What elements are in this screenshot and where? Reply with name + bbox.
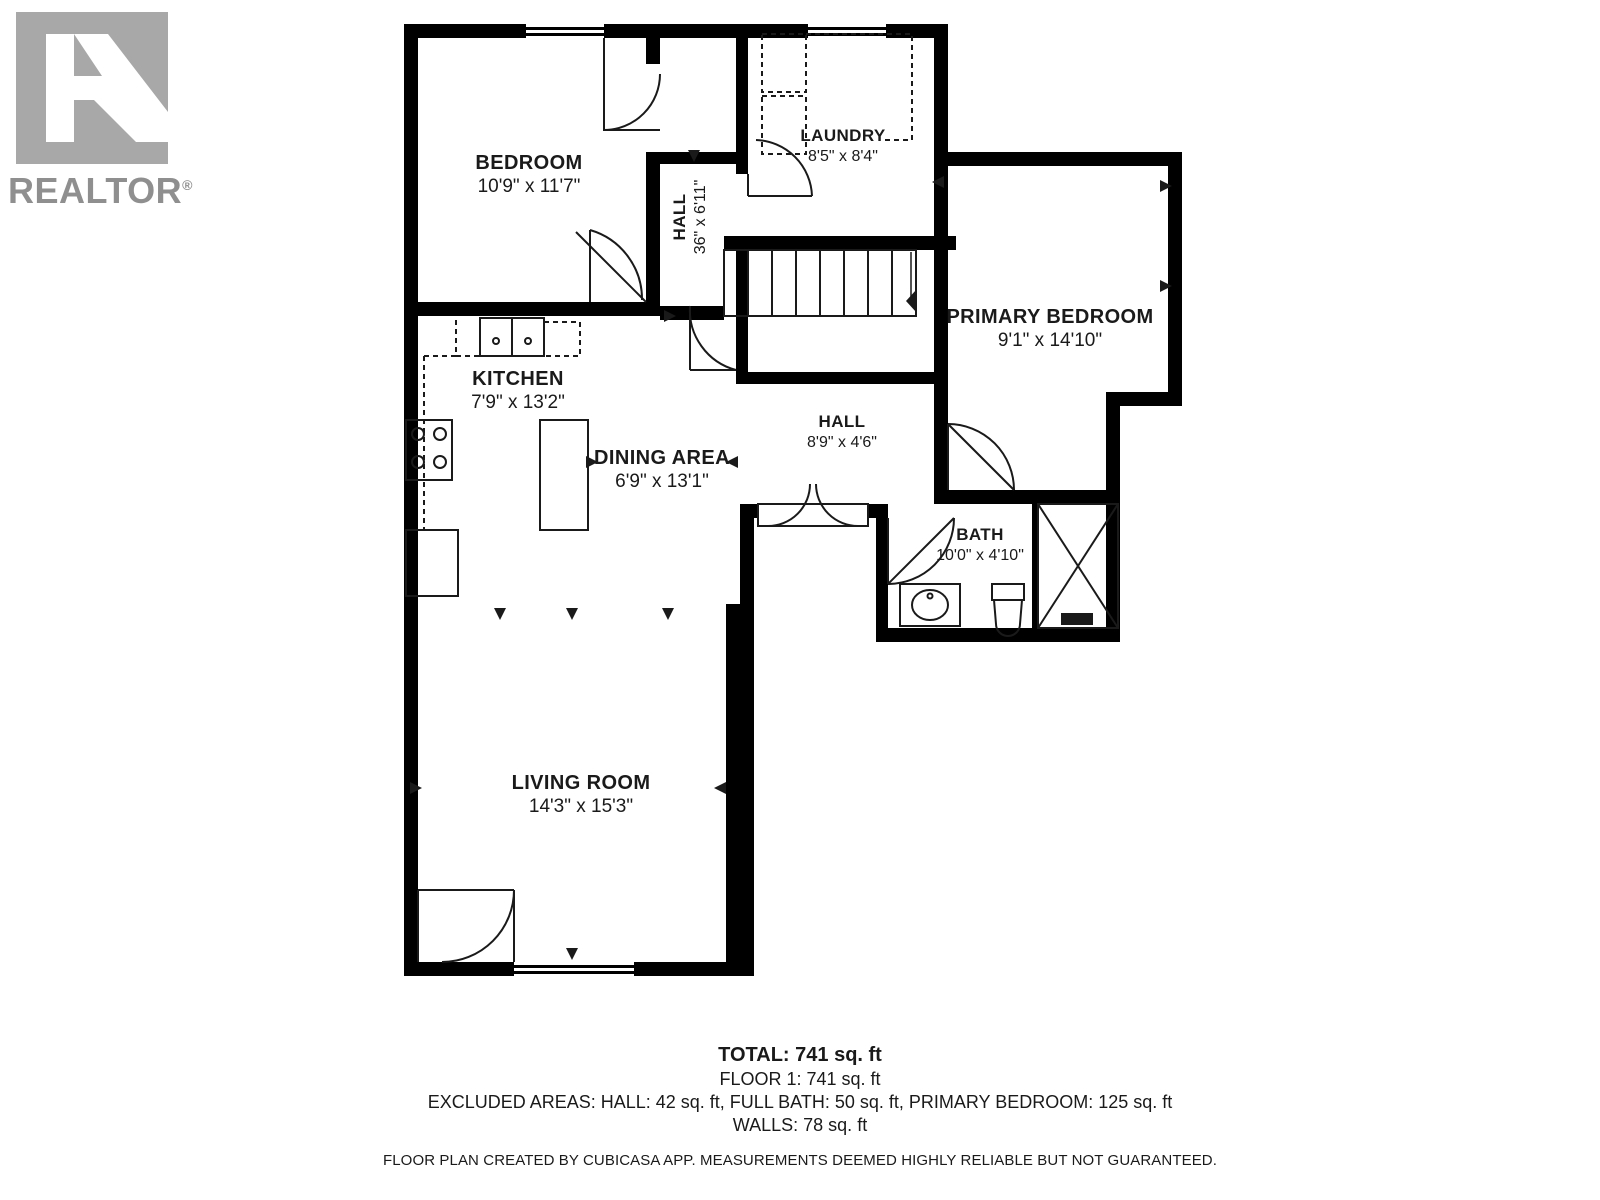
room-name: LAUNDRY: [800, 125, 886, 145]
room-dimensions: 10'0" x 4'10": [936, 546, 1024, 564]
realtor-mark-block: [16, 12, 168, 164]
room-dimensions: 10'9" x 11'7": [477, 176, 581, 198]
room-label-dining-area: [594, 446, 730, 494]
room-dimensions: 7'9" x 13'2": [471, 392, 565, 414]
room-name: DINING AREA: [594, 447, 730, 470]
area-summary: [0, 1044, 1600, 1169]
room-label-living-room: [512, 771, 651, 819]
room-name: LIVING ROOM: [511, 772, 651, 795]
total-area: TOTAL: 741 sq. ft: [718, 1044, 882, 1066]
room-dimensions: 6'9" x 13'1": [615, 471, 709, 493]
room-dimensions: 14'3" x 15'3": [528, 796, 634, 818]
room-label-primary-bedroom: [946, 305, 1153, 353]
disclaimer-text: FLOOR PLAN CREATED BY CUBICASA APP. MEASUREMENTS DEEMED HIGHLY RELIABLE BUT NOT GUARANTEED.: [382, 1152, 1218, 1169]
room-name: KITCHEN: [472, 368, 564, 391]
room-name: BATH: [956, 524, 1004, 544]
realtor-wordmark-text: REALTOR: [8, 170, 183, 211]
room-dimensions: 8'5" x 8'4": [808, 147, 878, 165]
room-dimensions: 8'9" x 4'6": [807, 433, 877, 451]
room-label-bedroom: [475, 151, 582, 199]
floor1-area: FLOOR 1: 741 sq. ft: [719, 1069, 881, 1089]
excluded-areas: EXCLUDED AREAS: HALL: 42 sq. ft, FULL BATH: 50 sq. ft, PRIMARY BEDROOM: 125 sq. ft: [427, 1092, 1173, 1112]
room-name: BEDROOM: [475, 152, 583, 175]
room-label-hall-lower: [807, 412, 877, 452]
room-label-kitchen: [471, 367, 565, 415]
room-dimensions: 9'1" x 14'10": [997, 330, 1103, 352]
realtor-r-icon: [16, 12, 168, 164]
realtor-wordmark: [8, 170, 193, 212]
room-label-bath: [936, 525, 1024, 565]
room-name: HALL: [669, 193, 689, 241]
room-label-hall-upper: [670, 180, 710, 255]
walls-area: WALLS: 78 sq. ft: [732, 1115, 868, 1135]
room-name: PRIMARY BEDROOM: [946, 306, 1154, 329]
registered-mark: ®: [182, 177, 193, 193]
dimension-arrows: [410, 150, 1172, 960]
room-label-laundry: [800, 126, 885, 166]
room-name: HALL: [818, 411, 866, 431]
room-dimensions: 36" x 6'11": [691, 179, 709, 255]
realtor-logo: [8, 8, 198, 211]
